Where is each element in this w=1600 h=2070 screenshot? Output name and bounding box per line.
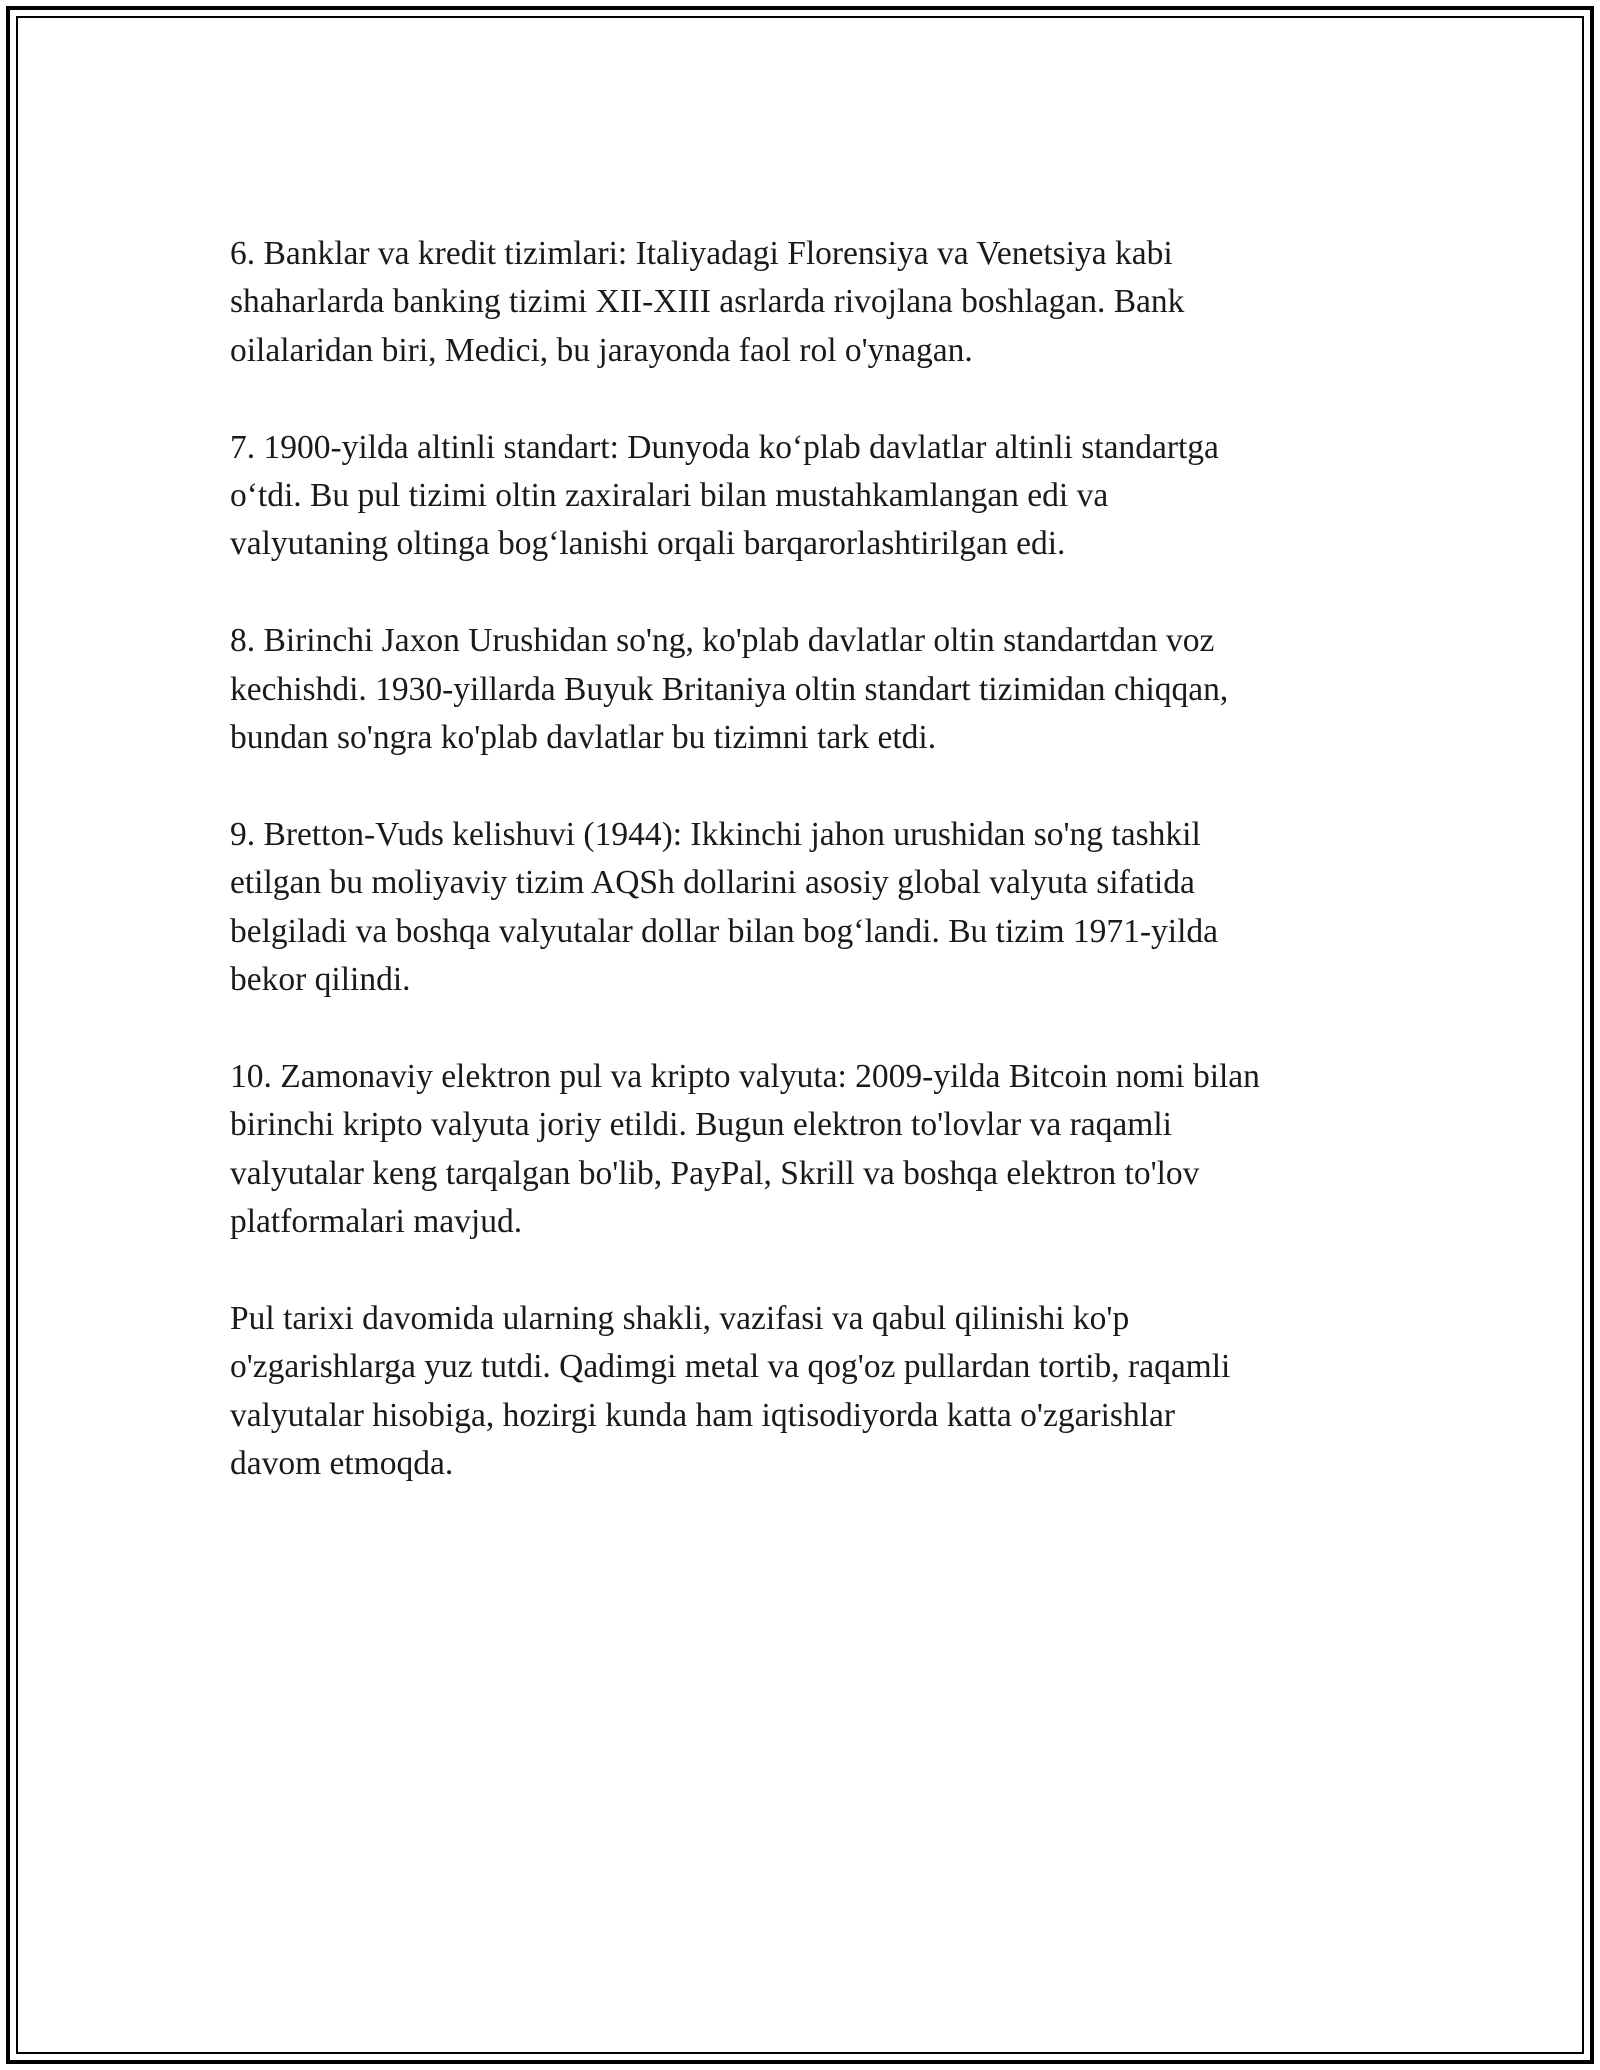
paragraph-6-banks: 6. Banklar va kredit tizimlari: Italiyadagi Florensiya va Venetsiya kabi shaharlarda banking tizimi XII-XIII asrlarda rivojlana boshlagan. Bank oilalaridan biri, Medici, bu jarayonda faol rol o'ynagan. [230, 235, 1185, 369]
paragraph-8-after-ww1: 8. Birinchi Jaxon Urushidan so'ng, ko'plab davlatlar oltin standartdan voz kechishdi. 1930-yillarda Buyuk Britaniya oltin standart tizimidan chiqqan, bundan so'ngra ko'plab davlatlar bu tizimni tark etdi. [230, 622, 1229, 757]
paragraph-10-electronic-money: 10. Zamonaviy elektron pul va kripto valyuta: 2009-yilda Bitcoin nomi bilan birinchi kripto valyuta joriy etildi. Bugun elektron to'lovlar va raqamli valyutalar keng tarqalgan bo'lib, PayPal, Skrill va boshqa elektron to'lov platformalari mavjud. [230, 1057, 1260, 1241]
paragraph-9-bretton-woods: 9. Bretton-Vuds kelishuvi (1944): Ikkinchi jahon urushidan so'ng tashkil etilgan bu moliyaviy tizim AQSh dollarini asosiy global valyuta sifatida belgiladi va boshqa valyutalar dollar bilan bog‘landi. Bu tizim 1971-yilda bekor qilindi. [230, 815, 1219, 999]
paragraph-conclusion: Pul tarixi davomida ularning shakli, vazifasi va qabul qilinishi ko'p o'zgarishlarga yuz tutdi. Qadimgi metal va qog'oz pullardan tortib, raqamli valyutalar hisobiga, hozirgi kunda ham iqtisodiyorda katta o'zgarishlar davom etmoqda. [230, 1299, 1231, 1483]
document-body [230, 230, 1390, 1488]
paragraph-7-gold-standard: 7. 1900-yilda altinli standart: Dunyoda ko‘plab davlatlar altinli standartga o‘tdi. Bu pul tizimi oltin zaxiralari bilan mustahkamlangan edi va valyutaning oltinga bog‘lanishi orqali barqarorlashtirilgan edi. [230, 428, 1219, 563]
